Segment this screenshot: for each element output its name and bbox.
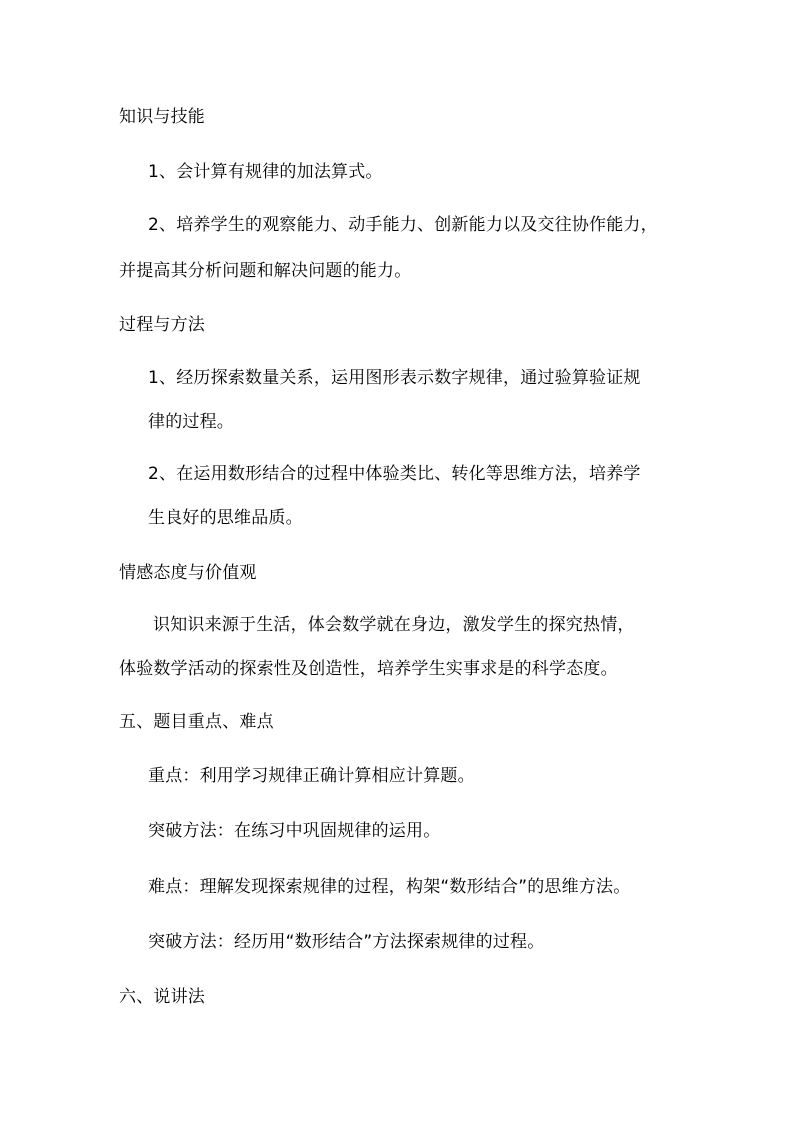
paragraph-line: 生良好的思维品质。	[148, 508, 303, 528]
paragraph-line: 识知识来源于生活，体会数学就在身边，激发学生的探究热情，	[153, 615, 635, 635]
paragraph-line: 2、在运用数形结合的过程中体验类比、转化等思维方法，培养学	[148, 464, 641, 484]
section-heading-process-methods: 过程与方法	[119, 315, 205, 335]
paragraph-line: 并提高其分析问题和解决问题的能力。	[119, 261, 412, 281]
paragraph-line: 1、经历探索数量关系，运用图形表示数字规律，通过验算验证规	[148, 368, 641, 388]
section-heading-attitude-values: 情感态度与价值观	[119, 563, 257, 583]
paragraph-line: 1、会计算有规律的加法算式。	[148, 162, 383, 182]
section-heading-knowledge-skills: 知识与技能	[119, 107, 205, 127]
paragraph-line: 体验数学活动的探索性及创造性，培养学生实事求是的科学态度。	[119, 659, 618, 679]
paragraph-line: 突破方法：经历用“数形结合”方法探索规律的过程。	[148, 932, 545, 952]
paragraph-line: 重点：利用学习规律正确计算相应计算题。	[148, 766, 475, 786]
paragraph-line: 突破方法：在练习中巩固规律的运用。	[148, 821, 441, 841]
section-heading-teaching-methods: 六、说讲法	[119, 987, 205, 1007]
paragraph-line: 2、培养学生的观察能力、动手能力、创新能力以及交往协作能力，	[148, 215, 658, 235]
paragraph-line: 难点：理解发现探索规律的过程，构架“数形结合”的思维方法。	[148, 877, 631, 897]
paragraph-line: 律的过程。	[148, 412, 234, 432]
section-heading-key-difficult-points: 五、题目重点、难点	[119, 712, 274, 732]
